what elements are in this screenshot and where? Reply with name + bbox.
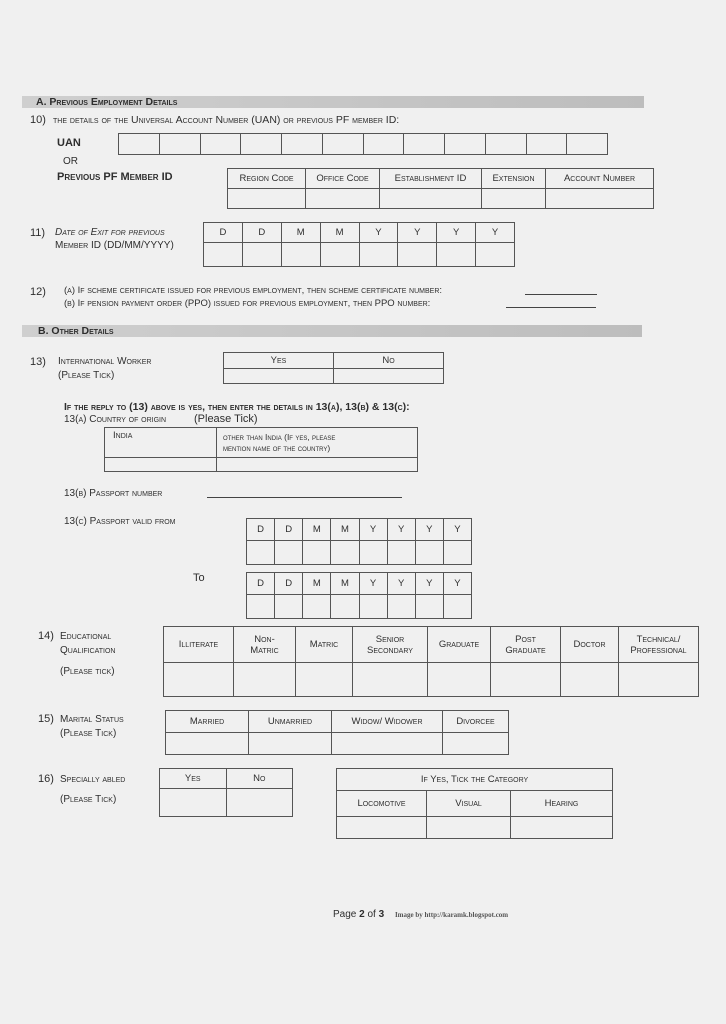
to-head-d: D [247,573,275,595]
uan-cell[interactable] [322,134,363,155]
edu-technical-label [619,627,699,663]
country-other-line2: mention name of the country) [223,442,331,453]
education-grid [163,626,699,697]
edu-senior-secondary-tick[interactable] [353,663,428,697]
q13-number: 13) [30,356,46,368]
date-head-y: Y [398,223,437,243]
from-head-y: Y [415,519,443,541]
edu-senior-secondary-label [353,627,428,663]
uan-cell[interactable] [119,134,160,155]
from-head-m: M [331,519,359,541]
country-india-label: India [105,428,217,458]
exit-date-cell[interactable] [476,243,515,267]
q13a-tick-label: (Please Tick) [194,413,258,425]
abled-yes-label: Yes [160,769,227,789]
q11-line1: Date of Exit for previous [55,227,165,238]
edu-post-graduate-label [491,627,561,663]
page-prefix: Page [333,909,357,920]
q13-line2: (Please Tick) [58,370,115,381]
from-head-d: D [247,519,275,541]
intl-no-label: No [334,353,444,369]
q11-line2: Member ID (DD/MM/YYYY) [55,240,174,251]
to-head-y: Y [387,573,415,595]
from-head-y: Y [443,519,471,541]
edu-non-matric-l1: Non- [254,633,275,645]
pf-member-grid [227,168,654,209]
from-date-cell[interactable] [387,541,415,565]
exit-date-grid [203,222,515,267]
q15-number: 15) [38,713,54,725]
exit-date-cell[interactable] [320,243,359,267]
uan-cell[interactable] [282,134,323,155]
to-date-cell[interactable] [359,595,387,619]
abled-yes-tick[interactable] [160,789,227,817]
marital-divorcee-label: Divorcee [443,711,509,733]
marital-married-label: Married [166,711,249,733]
exit-date-cell[interactable] [398,243,437,267]
category-locomotive-tick[interactable] [337,817,427,839]
category-hearing-label: Hearing [511,791,613,817]
category-title: If Yes, Tick the Category [337,769,613,791]
pf-header-extension: Extension [482,169,546,189]
page-of: of [367,909,376,920]
edu-post-graduate-tick[interactable] [491,663,561,697]
pf-member-label: Previous PF Member ID [57,171,173,183]
edu-illiterate-l1: Illiterate [178,639,219,650]
edu-matric-label [296,627,353,663]
abled-no-tick[interactable] [226,789,293,817]
intl-no-tick[interactable] [334,369,444,384]
edu-doctor-label [561,627,619,663]
from-date-cell[interactable] [303,541,331,565]
q13c-label: 13(c) Passport valid from [64,516,176,527]
uan-cell[interactable] [241,134,282,155]
date-head-y: Y [476,223,515,243]
marital-widow-tick[interactable] [332,733,443,755]
uan-cell[interactable] [404,134,445,155]
country-other-line1: other than India (If yes, please [223,431,336,442]
q15-line2: (Please Tick) [60,728,117,739]
pf-establishment-input[interactable] [380,189,482,209]
exit-date-cell[interactable] [204,243,243,267]
marital-married-tick[interactable] [166,733,249,755]
q14-line3: (Please tick) [60,666,115,677]
edu-graduate-l1: Graduate [438,639,480,650]
from-date-cell[interactable] [415,541,443,565]
section-b-title: B. Other Details [38,325,114,337]
to-date-cell[interactable] [331,595,359,619]
marital-divorcee-tick[interactable] [443,733,509,755]
to-head-y: Y [443,573,471,595]
pf-header-region: Region Code [228,169,306,189]
q10-number: 10) [30,114,46,126]
uan-grid[interactable] [118,133,608,155]
edu-illiterate-label [164,627,234,663]
q15-line1: Marital Status [60,714,124,725]
date-head-m: M [320,223,359,243]
marital-widow-label: Widow/ Widower [332,711,443,733]
to-date-cell[interactable] [443,595,471,619]
q16-number: 16) [38,773,54,785]
section-a-title: A. Previous Employment Details [36,96,178,108]
edu-matric-l1: Matric [309,639,339,650]
q13-line1: International Worker [58,356,152,367]
to-date-cell[interactable] [247,595,275,619]
uan-cell[interactable] [567,134,608,155]
abled-no-label: No [226,769,293,789]
date-head-d: D [242,223,281,243]
uan-cell[interactable] [159,134,200,155]
edu-post-l2: Graduate [505,644,546,656]
uan-cell[interactable] [526,134,567,155]
category-visual-tick[interactable] [427,817,511,839]
section-b-bar [22,325,642,337]
from-head-y: Y [387,519,415,541]
q13a-label: 13(a) Country of origin [64,414,167,425]
pf-account-input[interactable] [546,189,654,209]
to-head-y: Y [415,573,443,595]
from-head-m: M [303,519,331,541]
to-date-cell[interactable] [275,595,303,619]
passport-from-grid [246,518,472,565]
edu-non-matric-label [234,627,296,663]
from-date-cell[interactable] [443,541,471,565]
edu-non-matric-tick[interactable] [234,663,296,697]
image-credit: Image by http://karamk.blogspot.com [394,911,509,919]
q11-number: 11) [30,227,46,239]
pf-region-input[interactable] [228,189,306,209]
pf-office-input[interactable] [306,189,380,209]
to-head-y: Y [359,573,387,595]
marital-status-grid [165,710,509,755]
q14-number: 14) [38,630,54,642]
q16-line2: (Please Tick) [60,794,117,805]
country-other-label [217,428,418,458]
or-label: OR [63,156,78,167]
date-head-m: M [281,223,320,243]
edu-graduate-tick[interactable] [428,663,491,697]
from-date-cell[interactable] [247,541,275,565]
marital-unmarried-tick[interactable] [249,733,332,755]
q12-line-b: (b) If pension payment order (PPO) issued for previous employment, then PPO number: [64,298,431,309]
pf-header-account: Account Number [546,169,654,189]
passport-to-grid [246,572,472,619]
pf-header-establishment: Establishment ID [380,169,482,189]
specially-abled-grid [159,768,293,817]
edu-senior-l1: Senior [375,633,405,645]
q13b-label: 13(b) Passport number [64,488,163,499]
edu-technical-l1: Technical/ [636,633,681,645]
date-head-y: Y [437,223,476,243]
country-of-origin-grid [104,427,418,472]
category-visual-label: Visual [427,791,511,817]
to-date-cell[interactable] [303,595,331,619]
from-date-cell[interactable] [331,541,359,565]
scheme-certificate-input[interactable] [525,294,597,295]
exit-date-cell[interactable] [281,243,320,267]
marital-unmarried-label: Unmarried [249,711,332,733]
q13-note: If the reply to (13) above is yes, then enter the details in 13(a), 13(b) & 13(c): [64,401,410,413]
uan-label: UAN [57,137,81,149]
q12-number: 12) [30,286,46,298]
to-head-d: D [275,573,303,595]
q14-line2: Qualification [60,645,116,656]
exit-date-cell[interactable] [359,243,398,267]
from-date-cell[interactable] [359,541,387,565]
page-total: 3 [378,909,385,920]
edu-doctor-l1: Doctor [573,639,606,650]
date-head-y: Y [359,223,398,243]
edu-technical-tick[interactable] [619,663,699,697]
q13c-to-label: To [193,572,205,584]
q16-line1: Specially abled [60,774,126,785]
from-head-y: Y [359,519,387,541]
uan-cell[interactable] [200,134,241,155]
ppo-number-input[interactable] [506,307,596,308]
pf-header-office: Office Code [306,169,380,189]
edu-doctor-tick[interactable] [561,663,619,697]
uan-cell[interactable] [445,134,486,155]
to-head-m: M [331,573,359,595]
q12-line-a: (a) If scheme certificate issued for previous employment, then scheme certificate number: [64,285,443,296]
edu-matric-tick[interactable] [296,663,353,697]
from-date-cell[interactable] [275,541,303,565]
q14-line1: Educational [60,631,112,642]
q10-text: the details of the Universal Account Number (UAN) or previous PF member ID: [53,114,400,126]
disability-category-grid [336,768,613,839]
date-head-d: D [204,223,243,243]
page-footer [333,909,508,920]
page-number: 2 [359,909,365,920]
country-other-input[interactable] [217,458,418,472]
intl-yes-label: Yes [224,353,334,369]
edu-senior-l2: Secondary [367,644,413,656]
edu-illiterate-tick[interactable] [164,663,234,697]
pf-extension-input[interactable] [482,189,546,209]
uan-cell[interactable] [363,134,404,155]
passport-number-input[interactable] [207,497,402,498]
uan-cell[interactable] [485,134,526,155]
to-date-cell[interactable] [387,595,415,619]
intl-yes-tick[interactable] [224,369,334,384]
exit-date-cell[interactable] [242,243,281,267]
to-head-m: M [303,573,331,595]
category-hearing-tick[interactable] [511,817,613,839]
international-worker-grid [223,352,444,384]
to-date-cell[interactable] [415,595,443,619]
country-india-tick[interactable] [105,458,217,472]
exit-date-cell[interactable] [437,243,476,267]
category-locomotive-label: Locomotive [337,791,427,817]
edu-non-matric-l2: Matric [250,644,279,656]
edu-post-l1: Post [515,633,536,645]
edu-graduate-label [428,627,491,663]
edu-technical-l2: Professional [630,644,687,656]
from-head-d: D [275,519,303,541]
